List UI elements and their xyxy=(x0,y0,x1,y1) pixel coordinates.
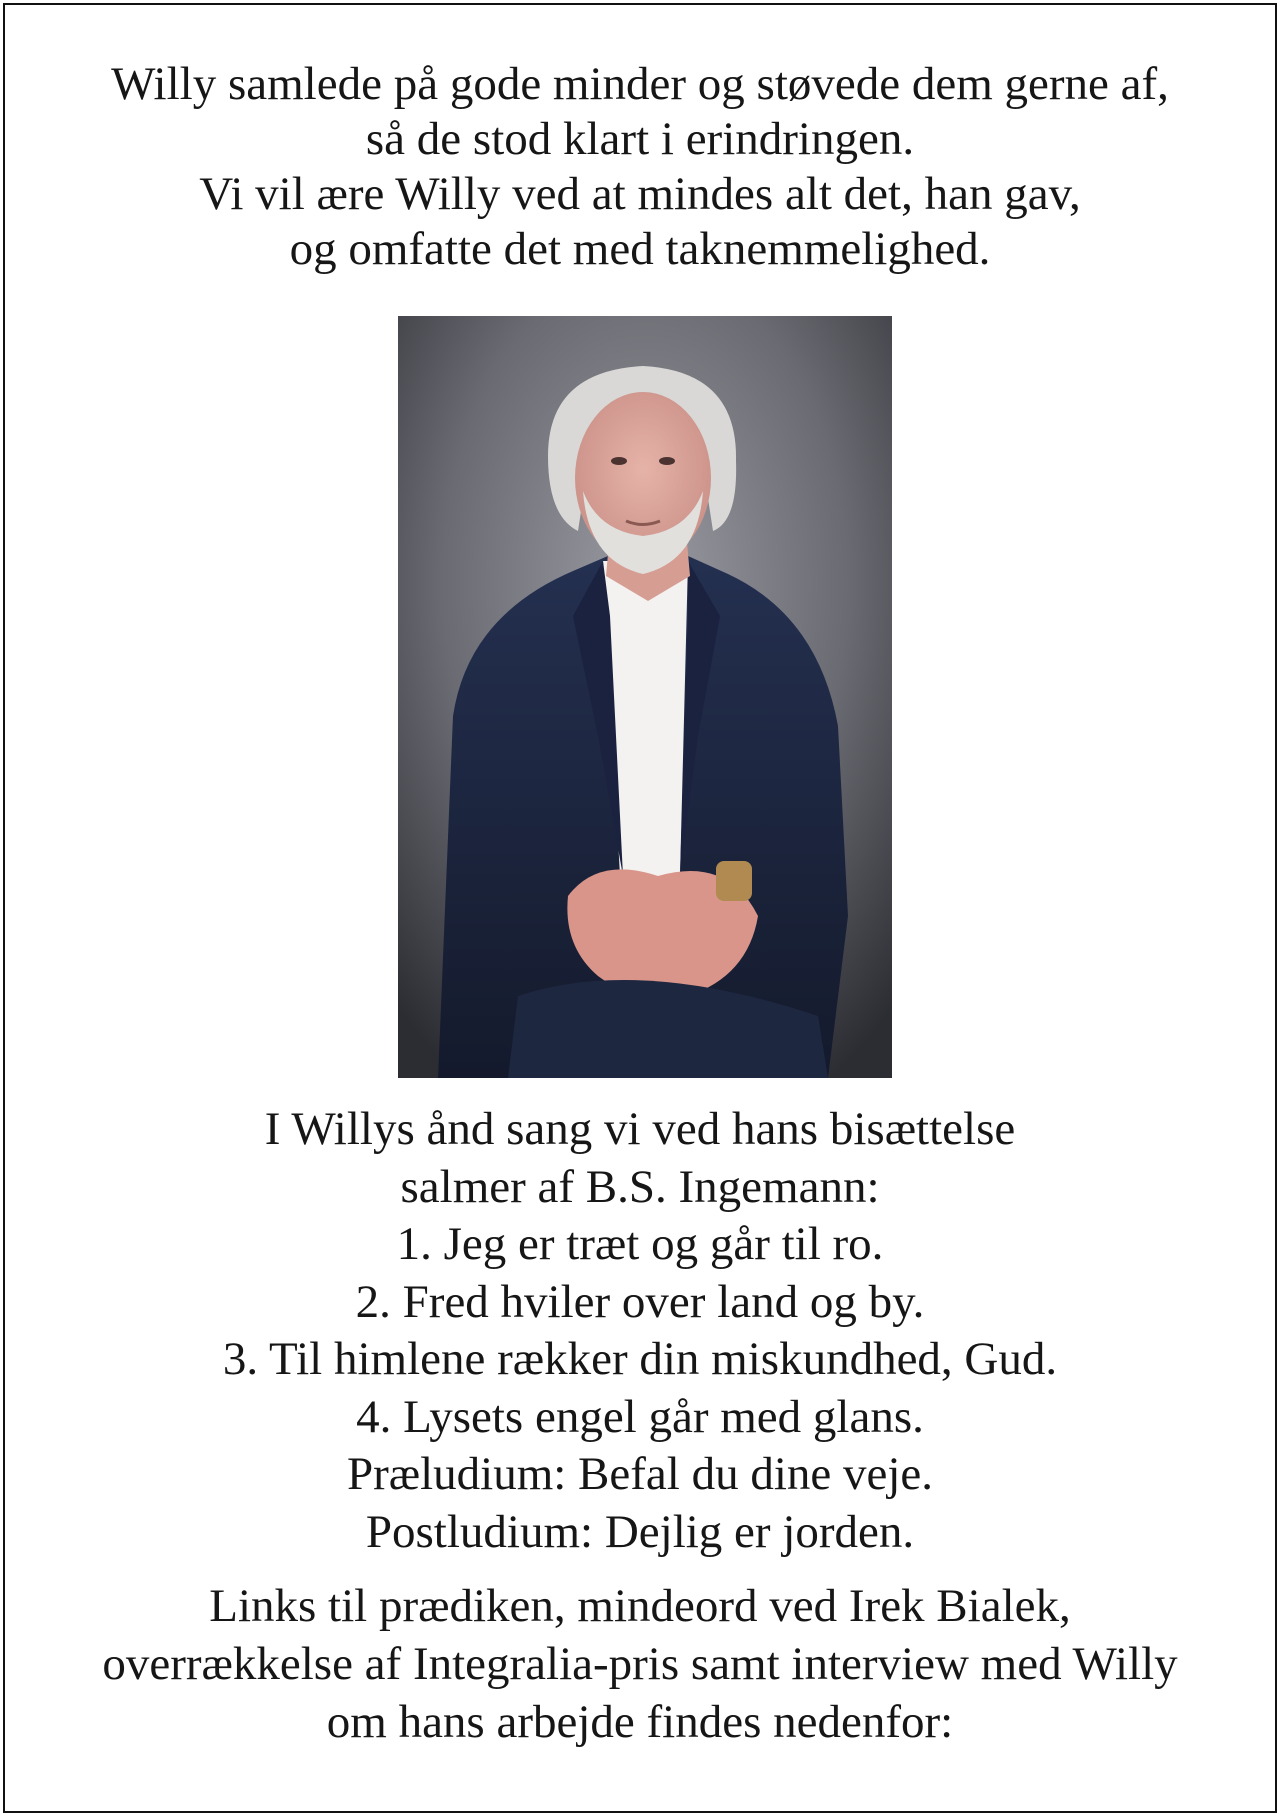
hymn-item: 4. Lysets engel går med glans. xyxy=(356,1390,924,1443)
hymn-author-line: salmer af B.S. Ingemann: xyxy=(400,1160,880,1213)
postlude-line: Postludium: Dejlig er jorden. xyxy=(365,1505,915,1558)
hymn-intro-line: I Willys ånd sang vi ved hans bisættelse xyxy=(264,1103,1016,1155)
links-line: om hans arbejde findes nedenfor: xyxy=(326,1696,954,1748)
links-note xyxy=(5,1577,1275,1751)
portrait-illustration xyxy=(398,316,892,1078)
intro-line: Vi vil ære Willy ved at mindes alt det, han gav, xyxy=(199,168,1081,220)
intro-line: så de stod klart i erindringen. xyxy=(365,113,915,165)
intro-line: Willy samlede på gode minder og støvede dem gerne af, xyxy=(111,58,1169,110)
memorial-notice xyxy=(3,3,1277,1813)
hymn-item: 2. Fred hviler over land og by. xyxy=(355,1275,925,1328)
prelude-line: Præludium: Befal du dine veje. xyxy=(346,1448,934,1500)
intro-line: og omfatte det med taknemmelighed. xyxy=(289,223,991,275)
links-line: overrækkelse af Integralia-pris samt interview med Willy xyxy=(102,1638,1178,1690)
links-line: Links til prædiken, mindeord ved Irek Bialek, xyxy=(209,1580,1071,1632)
intro-verse xyxy=(5,57,1275,277)
portrait-photo xyxy=(398,316,892,1078)
hymn-list xyxy=(5,1101,1275,1561)
hymn-item: 3. Til himlene rækker din miskundhed, Gud. xyxy=(222,1333,1058,1385)
hymn-item: 1. Jeg er træt og går til ro. xyxy=(396,1218,884,1270)
